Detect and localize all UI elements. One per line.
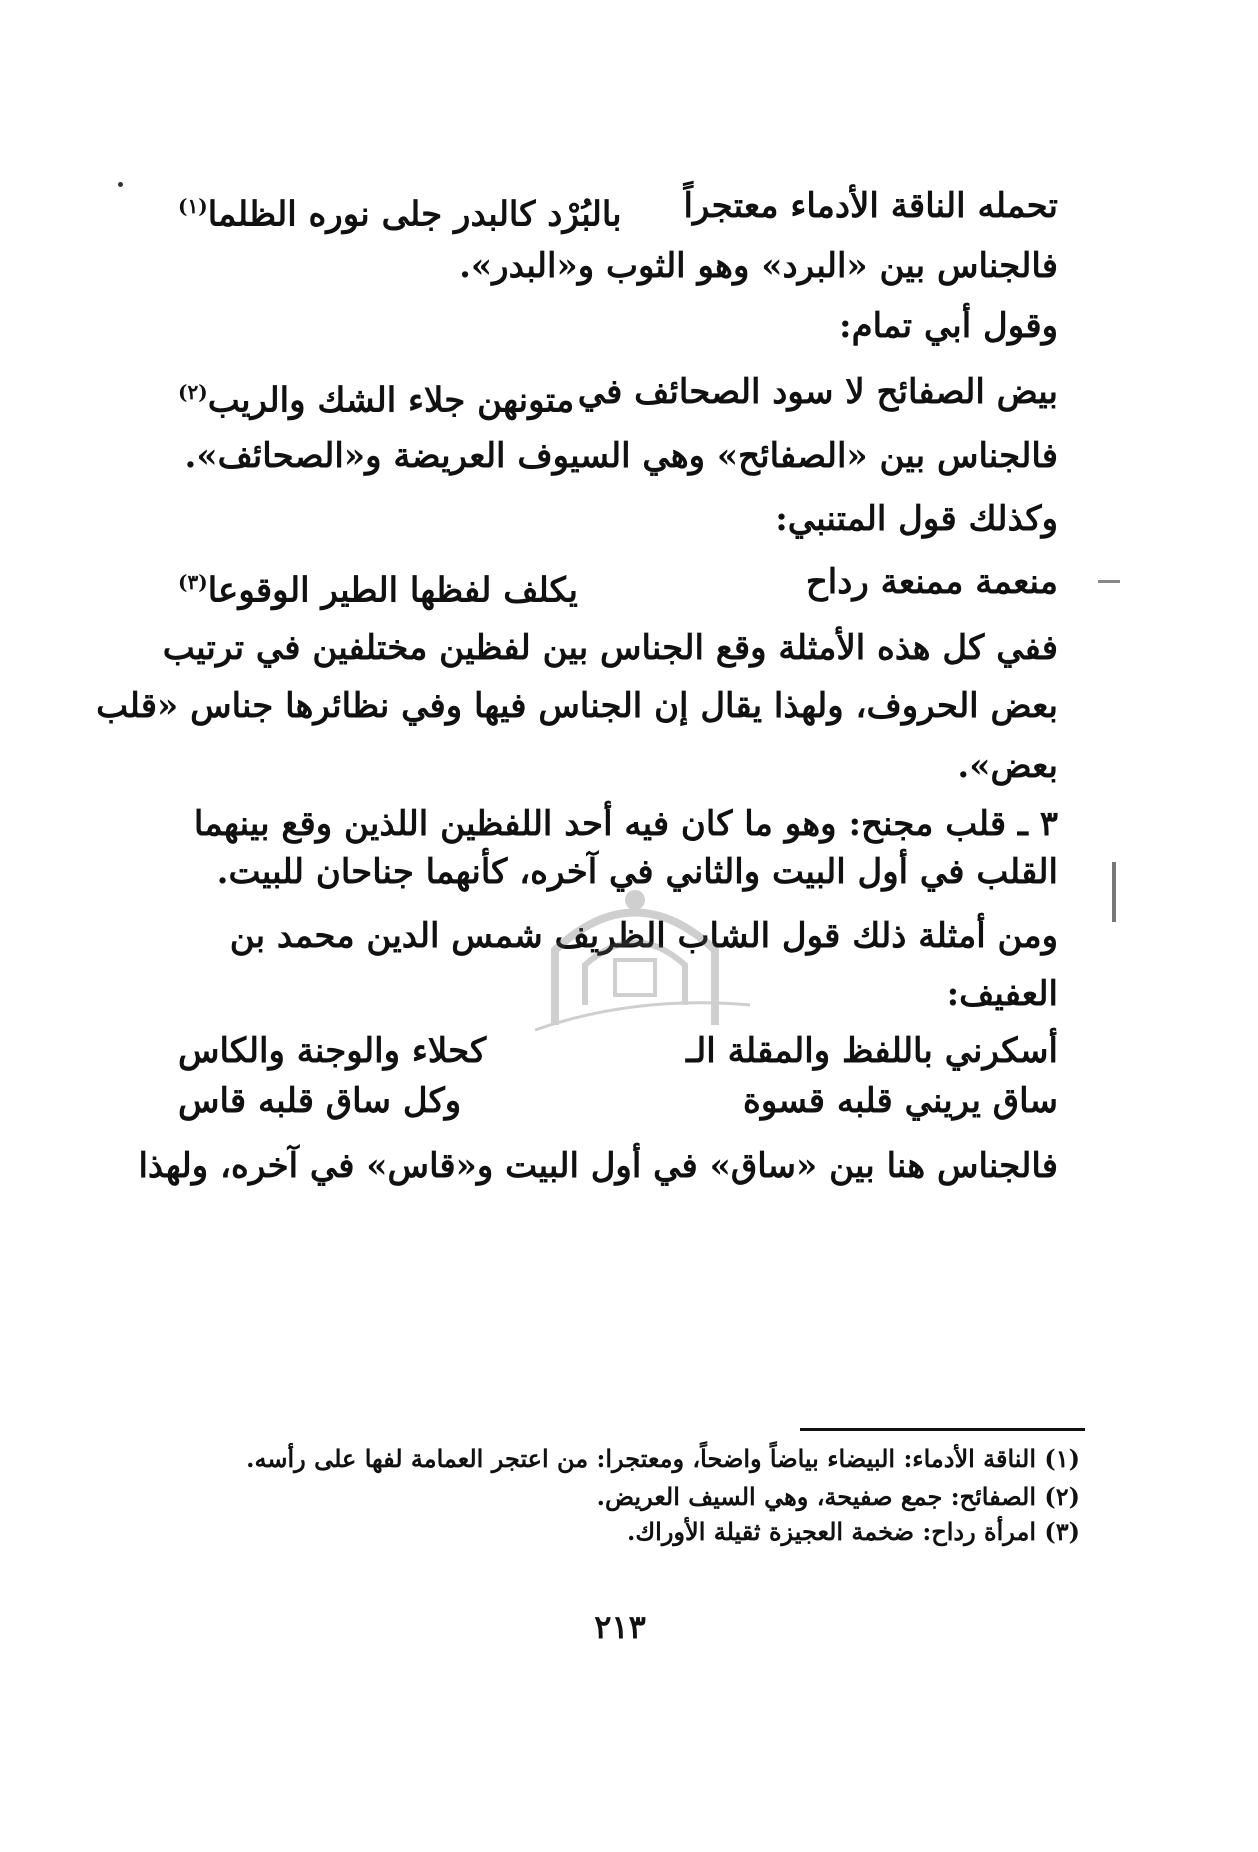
page-number: ٢١٣ — [594, 1608, 646, 1646]
verse-2-second-text: متونهن جلاء الشك والريب — [207, 380, 575, 421]
paragraph-line-11: العفيف: — [946, 974, 1058, 1014]
footnote-ref-1: (١) — [178, 194, 208, 218]
paragraph-line-6: بعض الحروف، ولهذا يقال إن الجناس فيها وفي نظائرها جناس «قلب — [96, 686, 1058, 726]
verse-2-first-hemistich: بيض الصفائح لا سود الصحائف في — [577, 372, 1058, 412]
verse-1 — [178, 180, 1058, 235]
verse-3 — [178, 556, 1058, 611]
verse-5-second-hemistich: وكل ساق قلبه قاس — [178, 1081, 462, 1121]
paragraph-line-9: القلب في أول البيت والثاني في آخره، كأنهما جناحان للبيت. — [216, 852, 1058, 892]
scan-speck — [118, 182, 123, 187]
verse-1-first-hemistich: تحمله الناقة الأدماء معتجراً — [683, 186, 1058, 226]
verse-2-second-hemistich — [178, 366, 574, 426]
footnote-ref-2: (٢) — [178, 380, 208, 404]
verse-2 — [178, 366, 1058, 421]
verse-4-second-hemistich: كحلاء والوجنة والكاس — [178, 1031, 487, 1071]
paragraph-line-3: فالجناس بين «الصفائح» وهي السيوف العريضة و«الصحائف». — [184, 436, 1058, 476]
verse-5-first-hemistich: ساق يريني قلبه قسوة — [743, 1081, 1058, 1121]
paragraph-line-2: وقول أبي تمام: — [839, 306, 1058, 346]
verse-4-first-hemistich: أسكرني باللفظ والمقلة الـ — [685, 1031, 1058, 1071]
paragraph-line-4: وكذلك قول المتنبي: — [775, 499, 1058, 539]
scan-speck — [1112, 862, 1116, 922]
verse-3-first-hemistich: منعمة ممنعة رداح — [805, 562, 1058, 602]
library-watermark-icon — [515, 855, 755, 1035]
verse-3-second-text: يكلف لفظها الطير الوقوعا — [207, 570, 578, 611]
verse-1-second-text: بالبُرْد كالبدر جلى نوره الظلما — [207, 194, 622, 235]
paragraph-line-5: ففي كل هذه الأمثلة وقع الجناس بين لفظين مختلفين في ترتيب — [162, 628, 1058, 668]
footnote-3: (٣) امرأة رداح: ضخمة العجيزة ثقيلة الأوراك. — [627, 1517, 1080, 1546]
verse-1-second-hemistich — [178, 180, 622, 240]
paragraph-line-7: بعض». — [957, 746, 1058, 786]
footnote-2: (٢) الصفائح: جمع صفيحة، وهي السيف العريض. — [596, 1482, 1080, 1511]
verse-3-second-hemistich — [178, 556, 578, 616]
paragraph-line-8: ٣ ـ قلب مجنح: وهو ما كان فيه أحد اللفظين اللذين وقع بينهما — [193, 804, 1058, 844]
scan-speck — [1098, 580, 1120, 583]
footnote-separator — [800, 1428, 1085, 1431]
footnote-1: (١) الناقة الأدماء: البيضاء بياضاً واضحاً، ومعتجرا: من اعتجر العمامة لفها على رأسه. — [246, 1444, 1080, 1473]
footnote-ref-3: (٣) — [178, 570, 208, 594]
verse-5 — [178, 1075, 1058, 1127]
paragraph-line-12: فالجناس هنا بين «ساق» في أول البيت و«قاس» في آخره، ولهذا — [138, 1146, 1058, 1186]
paragraph-line-1: فالجناس بين «البرد» وهو الثوب و«البدر». — [459, 246, 1058, 286]
paragraph-line-10: ومن أمثلة ذلك قول الشاب الظريف شمس الدين محمد بن — [229, 916, 1058, 956]
